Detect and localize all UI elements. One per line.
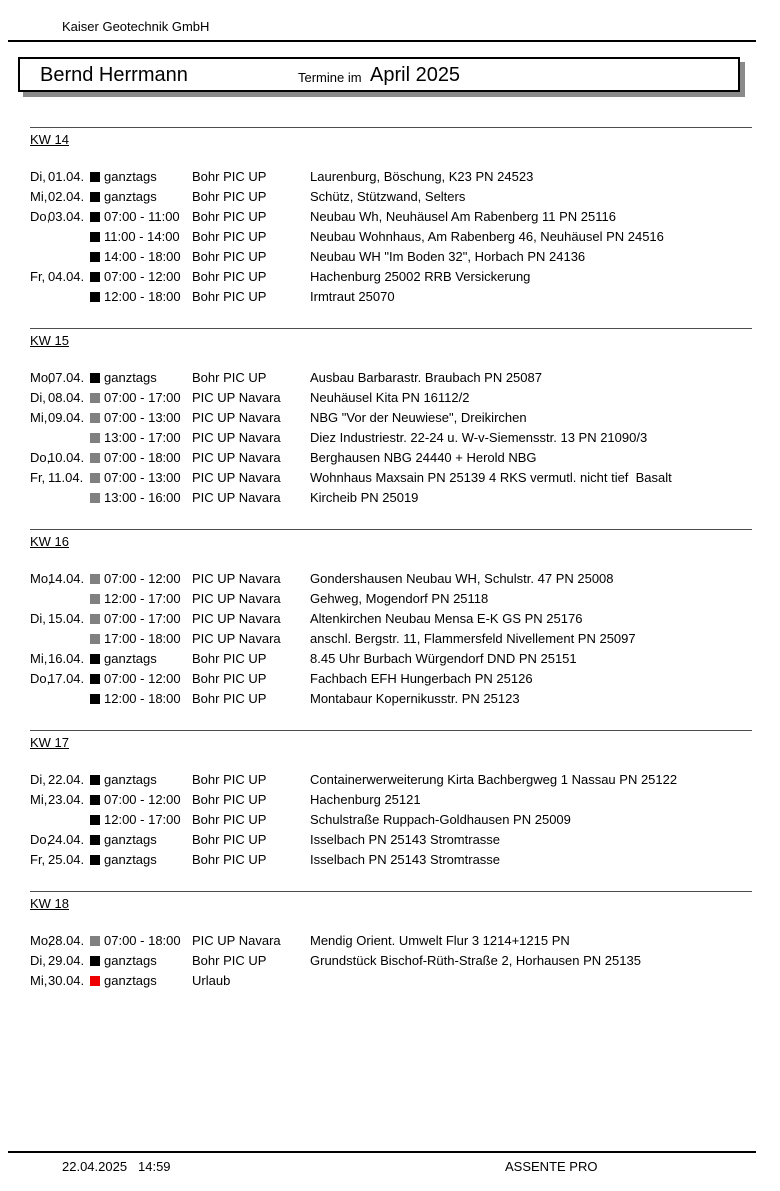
row-vehicle: Bohr PIC UP bbox=[192, 953, 267, 968]
status-square-icon bbox=[90, 232, 100, 242]
status-square-icon bbox=[90, 212, 100, 222]
row-date: 08.04. bbox=[48, 390, 85, 405]
row-date: 29.04. bbox=[48, 953, 85, 968]
kw-label: KW 17 bbox=[30, 735, 70, 750]
row-day: Fr, bbox=[30, 852, 46, 867]
row-vehicle: Bohr PIC UP bbox=[192, 189, 267, 204]
row-date: 04.04. bbox=[48, 269, 85, 284]
row-vehicle: Bohr PIC UP bbox=[192, 772, 267, 787]
row-vehicle: PIC UP Navara bbox=[192, 933, 281, 948]
row-date: 07.04. bbox=[48, 370, 85, 385]
row-vehicle: PIC UP Navara bbox=[192, 490, 281, 505]
row-date: 30.04. bbox=[48, 973, 85, 988]
week-divider bbox=[30, 891, 752, 892]
row-day: Mi, bbox=[30, 189, 48, 204]
appointment-row bbox=[0, 669, 780, 689]
row-vehicle: Bohr PIC UP bbox=[192, 249, 267, 264]
appointment-row bbox=[0, 448, 780, 468]
row-description: Hachenburg 25002 RRB Versickerung bbox=[310, 269, 531, 284]
kw-label: KW 14 bbox=[30, 132, 70, 147]
row-day: Fr, bbox=[30, 470, 46, 485]
appointment-row bbox=[0, 247, 780, 267]
week-section bbox=[0, 730, 780, 891]
appointment-row bbox=[0, 629, 780, 649]
week-rows bbox=[0, 368, 780, 508]
kw-label: KW 15 bbox=[30, 333, 70, 348]
appointment-row bbox=[0, 227, 780, 247]
row-time: 07:00 - 12:00 bbox=[104, 671, 181, 686]
status-square-icon bbox=[90, 433, 100, 443]
row-time: 07:00 - 17:00 bbox=[104, 390, 181, 405]
status-square-icon bbox=[90, 493, 100, 503]
footer-print-time: 14:59 bbox=[138, 1159, 171, 1174]
row-description: Gondershausen Neubau WH, Schulstr. 47 PN 25008 bbox=[310, 571, 614, 586]
appointment-row bbox=[0, 207, 780, 227]
row-description: Neubau Wohnhaus, Am Rabenberg 46, Neuhäusel PN 24516 bbox=[310, 229, 664, 244]
company-name: Kaiser Geotechnik GmbH bbox=[62, 19, 210, 34]
appointment-row bbox=[0, 609, 780, 629]
row-date: 10.04. bbox=[48, 450, 85, 465]
person-name: Bernd Herrmann bbox=[40, 64, 188, 86]
appointment-row bbox=[0, 689, 780, 709]
row-time: 07:00 - 17:00 bbox=[104, 611, 181, 626]
appointment-row bbox=[0, 408, 780, 428]
row-description: 8.45 Uhr Burbach Würgendorf DND PN 25151 bbox=[310, 651, 577, 666]
row-vehicle: Bohr PIC UP bbox=[192, 209, 267, 224]
appointment-row bbox=[0, 187, 780, 207]
row-day: Fr, bbox=[30, 269, 46, 284]
title-month: April 2025 bbox=[370, 64, 461, 86]
row-date: 23.04. bbox=[48, 792, 85, 807]
status-square-icon bbox=[90, 976, 100, 986]
status-square-icon bbox=[90, 594, 100, 604]
week-divider bbox=[30, 127, 752, 128]
row-time: ganztags bbox=[104, 772, 157, 787]
row-day: Di, bbox=[30, 953, 46, 968]
row-description: Neubau WH "Im Boden 32", Horbach PN 24136 bbox=[310, 249, 586, 264]
appointment-row bbox=[0, 810, 780, 830]
row-day: Di, bbox=[30, 169, 46, 184]
row-vehicle: Bohr PIC UP bbox=[192, 169, 267, 184]
status-square-icon bbox=[90, 272, 100, 282]
row-day: Do, bbox=[30, 832, 51, 847]
row-date: 22.04. bbox=[48, 772, 85, 787]
row-date: 17.04. bbox=[48, 671, 85, 686]
row-date: 03.04. bbox=[48, 209, 85, 224]
row-vehicle: PIC UP Navara bbox=[192, 390, 281, 405]
row-time: 07:00 - 12:00 bbox=[104, 269, 181, 284]
row-day: Do, bbox=[30, 209, 51, 224]
row-time: 07:00 - 13:00 bbox=[104, 410, 181, 425]
row-description: Montabaur Kopernikusstr. PN 25123 bbox=[310, 691, 520, 706]
week-rows bbox=[0, 931, 780, 991]
row-vehicle: PIC UP Navara bbox=[192, 611, 281, 626]
row-day: Di, bbox=[30, 772, 46, 787]
kw-label: KW 18 bbox=[30, 896, 70, 911]
appointment-row bbox=[0, 488, 780, 508]
row-time: 07:00 - 12:00 bbox=[104, 792, 181, 807]
week-rows bbox=[0, 167, 780, 307]
row-time: ganztags bbox=[104, 370, 157, 385]
week-rows bbox=[0, 569, 780, 709]
status-square-icon bbox=[90, 815, 100, 825]
row-vehicle: PIC UP Navara bbox=[192, 571, 281, 586]
status-square-icon bbox=[90, 795, 100, 805]
status-square-icon bbox=[90, 674, 100, 684]
row-day: Di, bbox=[30, 611, 46, 626]
row-day: Mi, bbox=[30, 651, 48, 666]
status-square-icon bbox=[90, 694, 100, 704]
row-time: 07:00 - 12:00 bbox=[104, 571, 181, 586]
row-vehicle: Bohr PIC UP bbox=[192, 289, 267, 304]
row-description: Neuhäusel Kita PN 16112/2 bbox=[310, 390, 470, 405]
title-box bbox=[18, 57, 740, 92]
row-description: Containerwerweiterung Kirta Bachbergweg 1 Nassau PN 25122 bbox=[310, 772, 678, 787]
row-description: NBG "Vor der Neuwiese", Dreikirchen bbox=[310, 410, 527, 425]
row-time: 12:00 - 17:00 bbox=[104, 591, 181, 606]
status-square-icon bbox=[90, 956, 100, 966]
appointment-row bbox=[0, 267, 780, 287]
status-square-icon bbox=[90, 292, 100, 302]
week-rows bbox=[0, 770, 780, 870]
week-section bbox=[0, 328, 780, 529]
row-description: Irmtraut 25070 bbox=[310, 289, 395, 304]
row-day: Di, bbox=[30, 390, 46, 405]
row-time: ganztags bbox=[104, 832, 157, 847]
row-vehicle: Bohr PIC UP bbox=[192, 812, 267, 827]
appointment-row bbox=[0, 971, 780, 991]
row-description: Diez Industriestr. 22-24 u. W-v-Siemensstr. 13 PN 21090/3 bbox=[310, 430, 648, 445]
row-description: Grundstück Bischof-Rüth-Straße 2, Horhausen PN 25135 bbox=[310, 953, 641, 968]
appointment-row bbox=[0, 790, 780, 810]
row-time: 14:00 - 18:00 bbox=[104, 249, 181, 264]
row-description: Isselbach PN 25143 Stromtrasse bbox=[310, 852, 501, 867]
appointment-row bbox=[0, 589, 780, 609]
header-divider bbox=[8, 40, 756, 42]
status-square-icon bbox=[90, 614, 100, 624]
row-description: anschl. Bergstr. 11, Flammersfeld Nivellement PN 25097 bbox=[310, 631, 636, 646]
appointment-row bbox=[0, 167, 780, 187]
status-square-icon bbox=[90, 172, 100, 182]
week-divider bbox=[30, 328, 752, 329]
row-day: Do, bbox=[30, 671, 51, 686]
row-day: Mi, bbox=[30, 410, 48, 425]
row-time: 12:00 - 18:00 bbox=[104, 289, 181, 304]
row-date: 09.04. bbox=[48, 410, 85, 425]
weeks bbox=[0, 97, 780, 1012]
week-divider bbox=[30, 730, 752, 731]
row-date: 25.04. bbox=[48, 852, 85, 867]
row-vehicle: PIC UP Navara bbox=[192, 631, 281, 646]
appointment-row bbox=[0, 287, 780, 307]
row-date: 11.04. bbox=[48, 470, 84, 485]
row-vehicle: Bohr PIC UP bbox=[192, 691, 267, 706]
row-description: Wohnhaus Maxsain PN 25139 4 RKS vermutl. nicht tief Basalt bbox=[310, 470, 672, 485]
week-section bbox=[0, 529, 780, 730]
status-square-icon bbox=[90, 453, 100, 463]
row-description: Laurenburg, Böschung, K23 PN 24523 bbox=[310, 169, 534, 184]
footer-print-date: 22.04.2025 bbox=[62, 1159, 128, 1174]
status-square-icon bbox=[90, 373, 100, 383]
row-vehicle: Bohr PIC UP bbox=[192, 229, 267, 244]
row-vehicle: PIC UP Navara bbox=[192, 410, 281, 425]
appointment-row bbox=[0, 368, 780, 388]
row-date: 14.04. bbox=[48, 571, 85, 586]
row-vehicle: Bohr PIC UP bbox=[192, 852, 267, 867]
row-description: Hachenburg 25121 bbox=[310, 792, 421, 807]
row-time: ganztags bbox=[104, 189, 157, 204]
status-square-icon bbox=[90, 936, 100, 946]
row-time: 13:00 - 17:00 bbox=[104, 430, 181, 445]
week-section bbox=[0, 891, 780, 1012]
row-date: 02.04. bbox=[48, 189, 85, 204]
footer-app-name: ASSENTE PRO bbox=[505, 1159, 598, 1174]
row-description: Neubau Wh, Neuhäusel Am Rabenberg 11 PN 25116 bbox=[310, 209, 616, 224]
row-description: Altenkirchen Neubau Mensa E-K GS PN 25176 bbox=[310, 611, 583, 626]
row-time: 12:00 - 18:00 bbox=[104, 691, 181, 706]
status-square-icon bbox=[90, 574, 100, 584]
kw-label: KW 16 bbox=[30, 534, 70, 549]
row-vehicle: Bohr PIC UP bbox=[192, 269, 267, 284]
status-square-icon bbox=[90, 393, 100, 403]
row-time: 07:00 - 13:00 bbox=[104, 470, 181, 485]
status-square-icon bbox=[90, 835, 100, 845]
week-divider bbox=[30, 529, 752, 530]
row-time: ganztags bbox=[104, 953, 157, 968]
row-vehicle: Bohr PIC UP bbox=[192, 651, 267, 666]
row-description: Ausbau Barbarastr. Braubach PN 25087 bbox=[310, 370, 542, 385]
row-vehicle: Urlaub bbox=[192, 973, 231, 988]
row-day: Mi, bbox=[30, 973, 48, 988]
row-description: Gehweg, Mogendorf PN 25118 bbox=[310, 591, 489, 606]
status-square-icon bbox=[90, 192, 100, 202]
week-section bbox=[0, 127, 780, 328]
appointment-row bbox=[0, 951, 780, 971]
row-day: Mo, bbox=[30, 571, 52, 586]
row-vehicle: Bohr PIC UP bbox=[192, 792, 267, 807]
row-time: 13:00 - 16:00 bbox=[104, 490, 181, 505]
row-description: Mendig Orient. Umwelt Flur 3 1214+1215 PN bbox=[310, 933, 570, 948]
status-square-icon bbox=[90, 855, 100, 865]
appointment-row bbox=[0, 468, 780, 488]
row-date: 16.04. bbox=[48, 651, 85, 666]
row-vehicle: PIC UP Navara bbox=[192, 470, 281, 485]
row-time: 07:00 - 11:00 bbox=[104, 209, 180, 224]
row-description: Berghausen NBG 24440 + Herold NBG bbox=[310, 450, 537, 465]
row-time: 07:00 - 18:00 bbox=[104, 450, 181, 465]
title-prefix: Termine im bbox=[298, 70, 362, 85]
appointment-row bbox=[0, 428, 780, 448]
appointment-row bbox=[0, 388, 780, 408]
row-description: Isselbach PN 25143 Stromtrasse bbox=[310, 832, 501, 847]
row-vehicle: Bohr PIC UP bbox=[192, 671, 267, 686]
row-day: Mi, bbox=[30, 792, 48, 807]
row-time: ganztags bbox=[104, 852, 157, 867]
row-time: ganztags bbox=[104, 651, 157, 666]
appointment-row bbox=[0, 850, 780, 870]
status-square-icon bbox=[90, 654, 100, 664]
row-date: 15.04. bbox=[48, 611, 85, 626]
row-description: Schulstraße Ruppach-Goldhausen PN 25009 bbox=[310, 812, 571, 827]
appointment-row bbox=[0, 569, 780, 589]
status-square-icon bbox=[90, 252, 100, 262]
appointment-row bbox=[0, 649, 780, 669]
row-vehicle: PIC UP Navara bbox=[192, 430, 281, 445]
status-square-icon bbox=[90, 473, 100, 483]
row-time: 17:00 - 18:00 bbox=[104, 631, 181, 646]
row-time: 07:00 - 18:00 bbox=[104, 933, 181, 948]
row-date: 24.04. bbox=[48, 832, 85, 847]
status-square-icon bbox=[90, 634, 100, 644]
row-vehicle: PIC UP Navara bbox=[192, 450, 281, 465]
row-vehicle: Bohr PIC UP bbox=[192, 832, 267, 847]
row-time: 12:00 - 17:00 bbox=[104, 812, 181, 827]
row-description: Schütz, Stützwand, Selters bbox=[310, 189, 466, 204]
row-day: Mo, bbox=[30, 370, 52, 385]
row-time: 11:00 - 14:00 bbox=[104, 229, 180, 244]
row-day: Do, bbox=[30, 450, 51, 465]
row-description: Fachbach EFH Hungerbach PN 25126 bbox=[310, 671, 533, 686]
status-square-icon bbox=[90, 413, 100, 423]
row-date: 28.04. bbox=[48, 933, 85, 948]
row-time: ganztags bbox=[104, 169, 157, 184]
row-date: 01.04. bbox=[48, 169, 85, 184]
row-vehicle: PIC UP Navara bbox=[192, 591, 281, 606]
appointment-row bbox=[0, 830, 780, 850]
status-square-icon bbox=[90, 775, 100, 785]
row-time: ganztags bbox=[104, 973, 157, 988]
appointment-row bbox=[0, 931, 780, 951]
row-vehicle: Bohr PIC UP bbox=[192, 370, 267, 385]
appointment-row bbox=[0, 770, 780, 790]
row-description: Kircheib PN 25019 bbox=[310, 490, 419, 505]
row-day: Mo, bbox=[30, 933, 52, 948]
footer-divider bbox=[8, 1151, 756, 1153]
